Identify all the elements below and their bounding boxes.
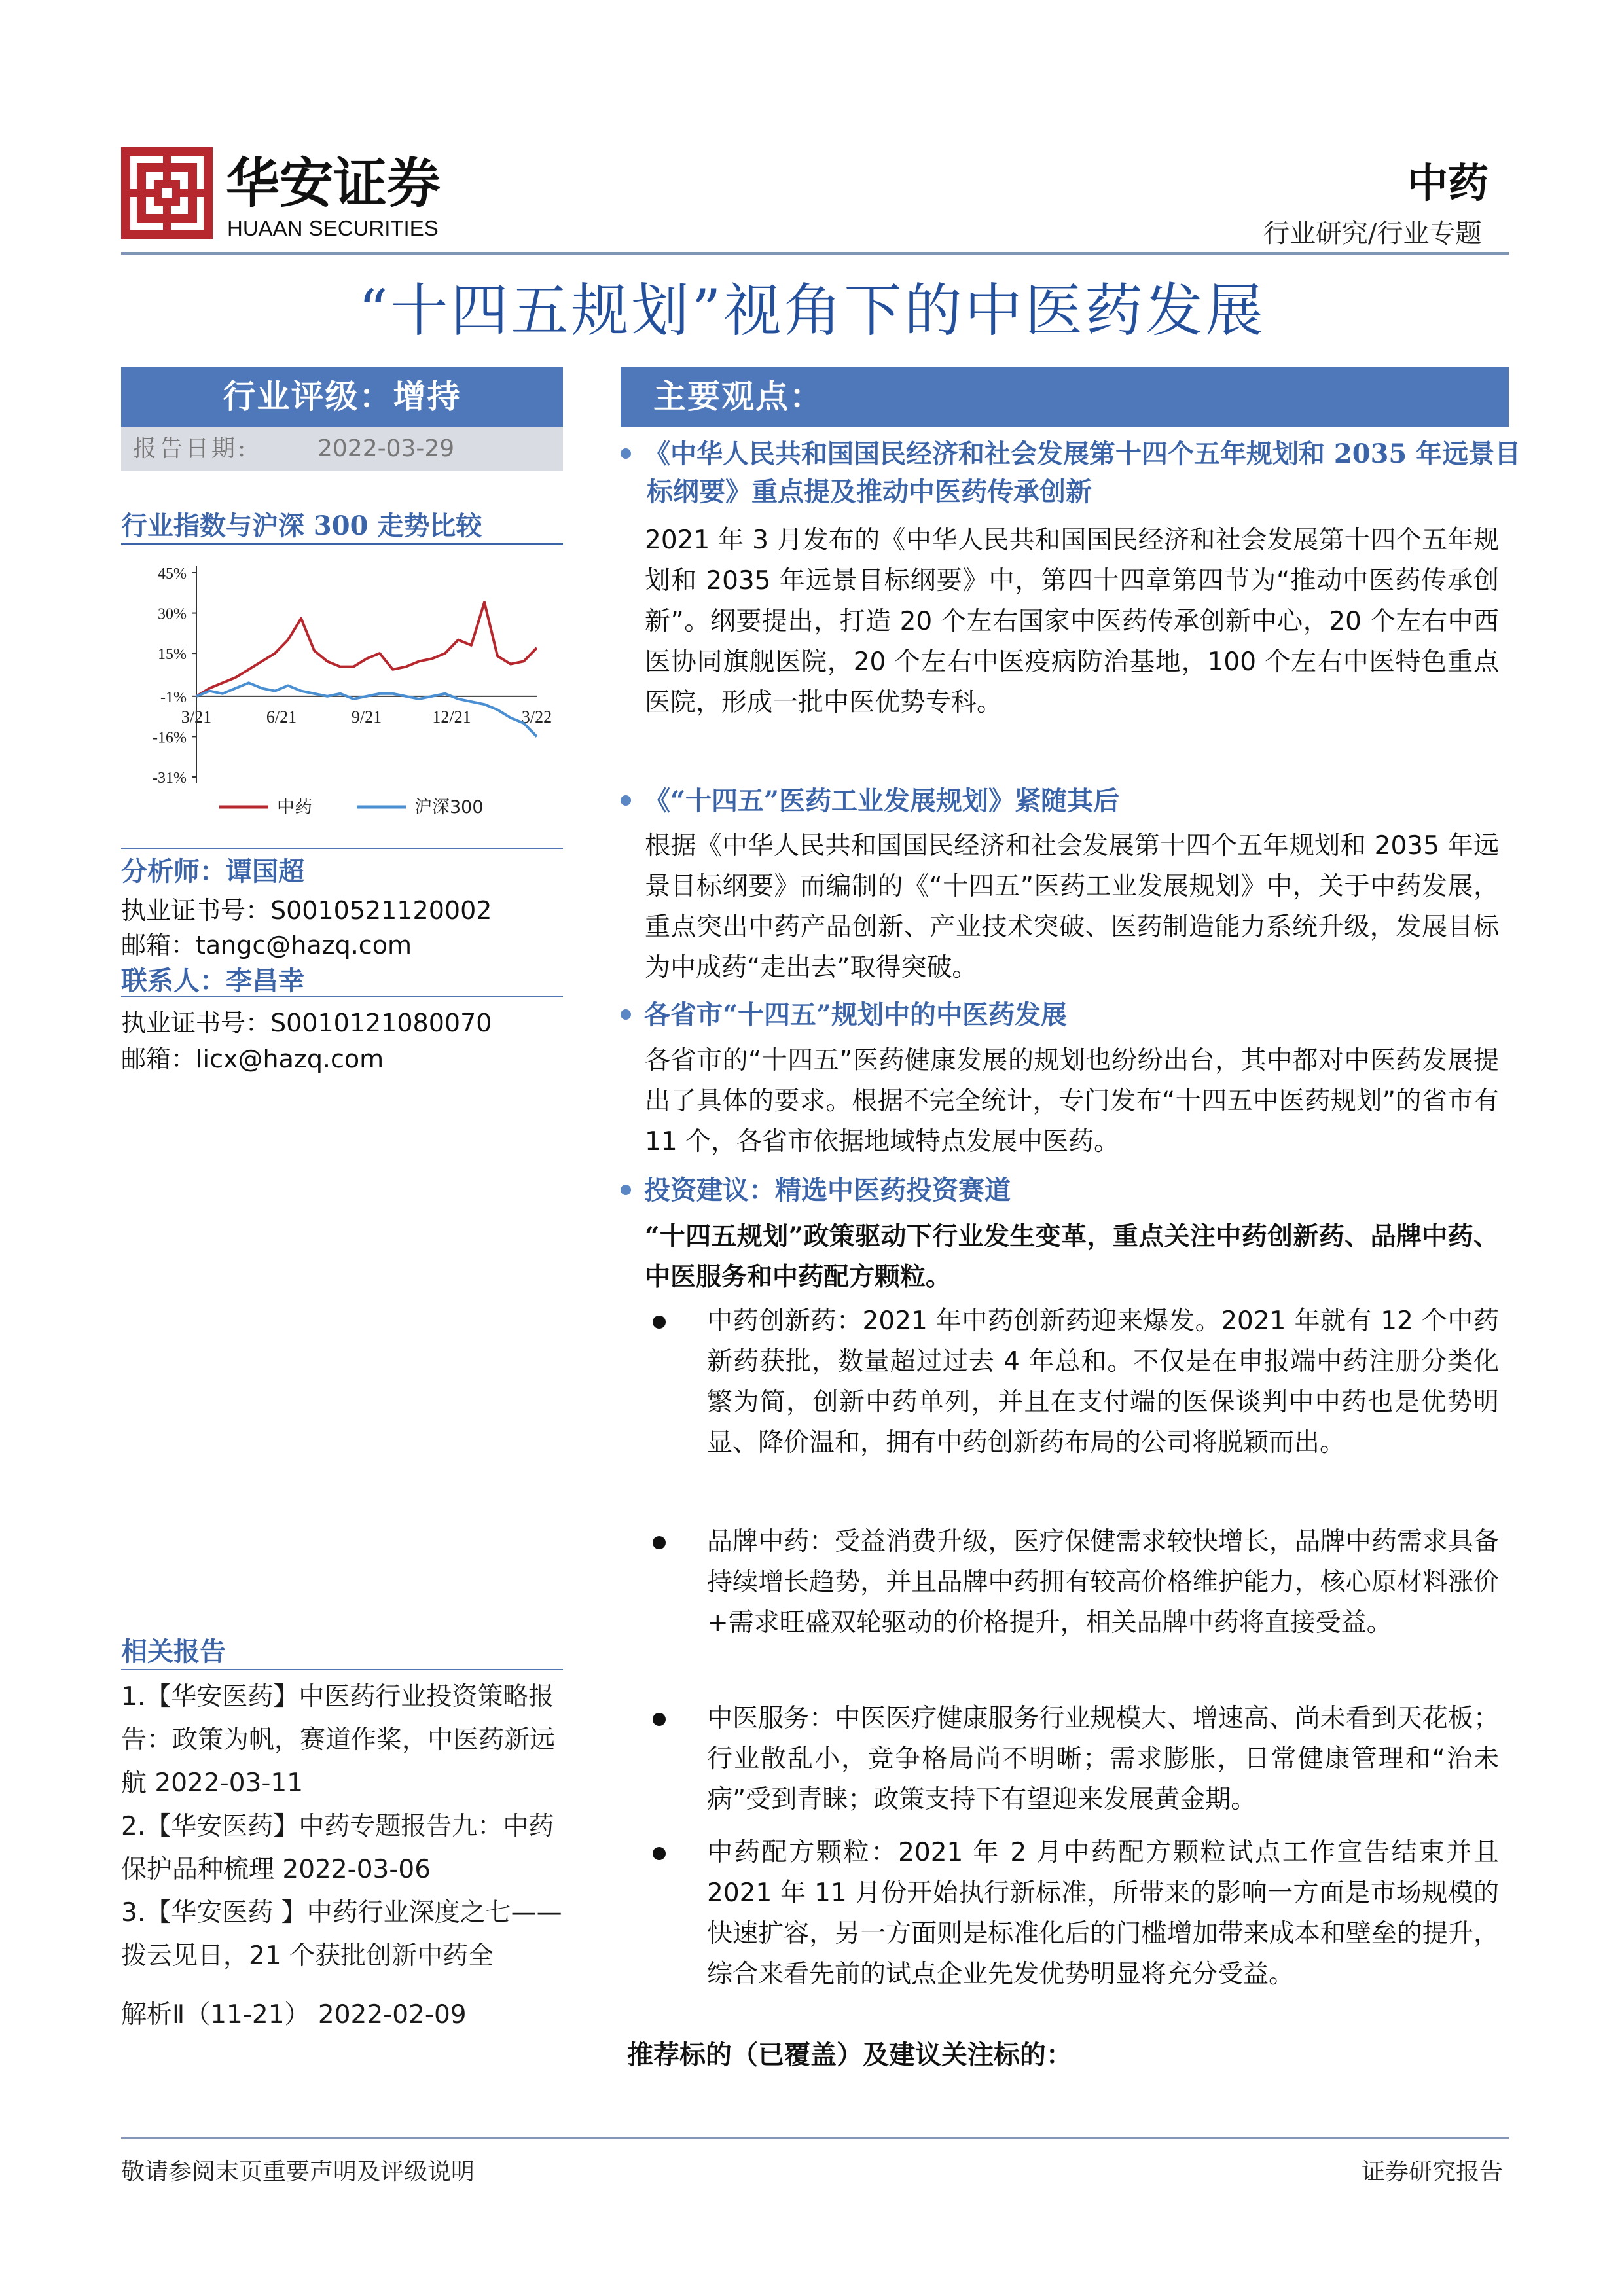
bullet-icon xyxy=(621,1185,631,1195)
list-item: 品牌中药：受益消费升级，医疗保健需求较快增长，品牌中药需求具备持续增长趋势，并且品牌中药拥有较高价格维护能力，核心原材料涨价+需求旺盛双轮驱动的价格提升，相关品牌中药将直接受益。 xyxy=(645,1522,1499,1643)
y-tick-label: 15% xyxy=(158,646,187,664)
related-reports-divider xyxy=(121,1669,563,1670)
bullet-icon xyxy=(621,448,631,459)
section-heading: 《中华人民共和国国民经济和社会发展第十四个五年规划和 2035 年远景目标纲要》重点提及推动中医药传承创新 xyxy=(621,435,1535,511)
bullet-icon xyxy=(653,1847,666,1860)
analyst-heading: 分析师：谭国超 xyxy=(121,856,304,887)
chart-heading-divider xyxy=(121,543,563,545)
x-tick-label: 3/22 xyxy=(521,707,552,726)
section-body: 2021 年 3 月发布的《中华人民共和国国民经济和社会发展第十四个五年规划和 2035 年远景目标纲要》中，第四十四章第四节为“推动中医药传承创新”。纲要提出，打造 20 个左右国家中医药传承创新中心，20 个左右中西医协同旗舰医院，20 个左右中医疫病防治基地，100 个左右中医特色重点医院，形成一批中医优势专科。 xyxy=(645,526,1499,717)
y-tick-label: -16% xyxy=(153,729,187,747)
section-heading: 投资建议：精选中医药投资赛道 xyxy=(621,1172,1509,1210)
analyst-cert-number: 执业证书号：S0010521120002 xyxy=(121,896,492,925)
related-report-item[interactable]: 2.【华安医药】中药专题报告九：中药保护品种梳理 2022-03-06 xyxy=(121,1812,554,1884)
sector-label: 中药 xyxy=(1407,159,1489,207)
rating-banner xyxy=(121,367,563,427)
rating-value: 增持 xyxy=(393,377,461,416)
footer-divider xyxy=(121,2137,1509,2139)
logo-brand-en: HUAAN SECURITIES xyxy=(227,216,439,240)
related-reports-heading: 相关报告 xyxy=(121,1636,226,1667)
contact-email[interactable]: 邮箱：licx@hazq.com xyxy=(121,1045,384,1073)
related-report-item[interactable]: 1.【华安医药】中医药行业投资策略报告：政策为帆，赛道作桨，中医药新远航 2022-03-11 xyxy=(121,1682,556,1798)
list-item: 中药创新药：2021 年中药创新药迎来爆发。2021 年就有 12 个中药新药获批，数量超过过去 4 年总和。不仅是在申报端中药注册分类化繁为简，创新中药单列，并且在支付端的医保谈判中中药也是优势明显、降价温和，拥有中药创新药布局的公司将脱颖而出。 xyxy=(645,1301,1499,1463)
list-item: 中医服务：中医医疗健康服务行业规模大、增速高、尚未看到天花板；行业散乱小，竞争格局尚不明晰；需求膨胀，日常健康管理和“治未病”受到青睐；政策支持下有望迎来发展黄金期。 xyxy=(645,1698,1499,1820)
contact-heading: 联系人：李昌幸 xyxy=(121,965,304,996)
analyst-email[interactable]: 邮箱：tangc@hazq.com xyxy=(121,931,412,960)
related-report-item[interactable]: 解析Ⅱ（11-21） 2022-02-09 xyxy=(121,2000,467,2030)
company-logo xyxy=(121,144,501,242)
x-tick-label: 9/21 xyxy=(351,707,382,726)
report-date-value: 2022-03-29 xyxy=(317,435,455,462)
investment-lead: “十四五规划”政策驱动下行业发生变革，重点关注中药创新药、品牌中药、中医服务和中药配方颗粒。 xyxy=(645,1221,1499,1292)
contact-divider xyxy=(121,996,563,997)
rating-label: 行业评级： xyxy=(223,377,393,416)
y-tick-label: -31% xyxy=(153,770,187,787)
footer-report-type: 证券研究报告 xyxy=(1362,2159,1504,2185)
y-tick-label: -1% xyxy=(160,689,187,706)
related-report-item[interactable]: 3.【华安医药 】中药行业深度之七——拨云见日，21 个获批创新中药全 xyxy=(121,1898,562,1971)
section-heading: 各省市“十四五”规划中的中医药发展 xyxy=(621,996,1509,1034)
index-comparison-chart xyxy=(121,547,563,828)
main-points-banner: 主要观点： xyxy=(621,367,1509,427)
bullet-icon xyxy=(653,1536,666,1549)
logo-brand-cn: 华安证券 xyxy=(226,152,441,215)
bullet-icon xyxy=(653,1713,666,1726)
logo-mark-icon xyxy=(121,147,213,239)
page-title: “十四五规划”视角下的中医药发展 xyxy=(358,277,1266,344)
list-item: 中药配方颗粒：2021 年 2 月中药配方颗粒试点工作宣告结束并且 2021 年 11 月份开始执行新标准，所带来的影响一方面是市场规模的快速扩容，另一方面则是标准化后的门槛增加带来成本和壁垒的提升，综合来看先前的试点企业先发优势明显将充分受益。 xyxy=(645,1833,1499,1995)
y-tick-label: 30% xyxy=(158,605,187,623)
related-reports-list xyxy=(121,1676,569,2037)
legend-label: 沪深300 xyxy=(414,797,484,817)
section-body: 根据《中华人民共和国国民经济和社会发展第十四个五年规划和 2035 年远景目标纲要》而编制的《“十四五”医药工业发展规划》中，关于中药发展，重点突出中药产品创新、产业技术突破、医药制造能力系统升级，发展目标为中成药“走出去”取得突破。 xyxy=(645,831,1499,982)
section-heading: 《“十四五”医药工业发展规划》紧随其后 xyxy=(621,782,1509,820)
x-tick-label: 12/21 xyxy=(432,707,471,726)
report-date-row xyxy=(121,427,563,471)
report-date-label: 报告日期: xyxy=(133,435,249,462)
y-tick-label: 45% xyxy=(158,565,187,583)
chart-heading: 行业指数与沪深 300 走势比较 xyxy=(121,511,482,541)
x-tick-label: 6/21 xyxy=(266,707,297,726)
header-divider xyxy=(121,252,1509,255)
bullet-icon xyxy=(621,1009,631,1020)
x-tick-label: 3/21 xyxy=(181,707,212,726)
bullet-icon xyxy=(621,795,631,806)
section-body: 各省市的“十四五”医药健康发展的规划也纷纷出台，其中都对中医药发展提出了具体的要求。根据不完全统计，专门发布“十四五中医药规划”的省市有 11 个，各省市依据地域特点发展中医药。 xyxy=(645,1046,1499,1157)
bullet-icon xyxy=(653,1316,666,1329)
recommend-heading: 推荐标的（已覆盖）及建议关注标的： xyxy=(627,2039,1072,2070)
contact-cert-number: 执业证书号：S0010121080070 xyxy=(121,1009,492,1037)
analyst-divider xyxy=(121,848,563,849)
legend-label: 中药 xyxy=(277,797,312,817)
footer-disclaimer: 敬请参阅末页重要声明及评级说明 xyxy=(121,2159,475,2185)
report-type: 行业研究/行业专题 xyxy=(1263,219,1482,249)
